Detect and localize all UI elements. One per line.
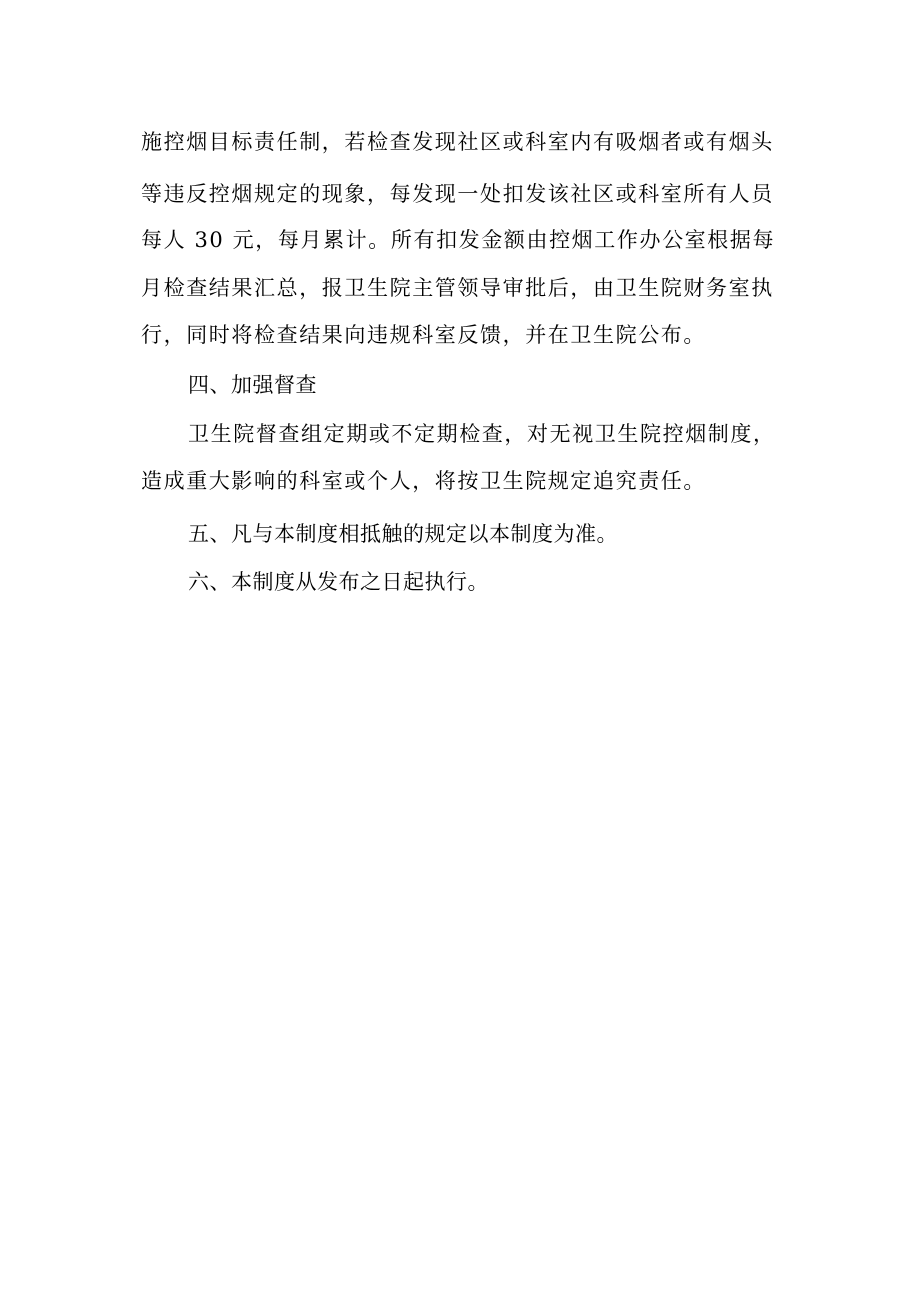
paragraph-line: 卫生院督查组定期或不定期检查，对无视卫生院控烟制度， — [188, 422, 776, 446]
paragraph-line: 造成重大影响的科室或个人，将按卫生院规定追究责任。 — [141, 469, 706, 493]
paragraph-line: 等违反控烟规定的现象，每发现一处扣发该社区或科室所有人员 — [141, 182, 774, 206]
section-heading-6: 六、本制度从发布之日起执行。 — [188, 570, 489, 594]
paragraph-line: 行，同时将检查结果向违规科室反馈，并在卫生院公布。 — [141, 323, 706, 347]
paragraph-line: 月检查结果汇总，报卫生院主管领导审批后，由卫生院财务室执 — [141, 276, 774, 300]
section-heading-5: 五、凡与本制度相抵触的规定以本制度为准。 — [188, 522, 618, 546]
section-heading-4: 四、加强督查 — [188, 373, 317, 397]
paragraph-line: 每人 30 元，每月累计。所有扣发金额由控烟工作办公室根据每 — [141, 228, 776, 252]
paragraph-line: 施控烟目标责任制，若检查发现社区或科室内有吸烟者或有烟头 — [141, 130, 774, 154]
